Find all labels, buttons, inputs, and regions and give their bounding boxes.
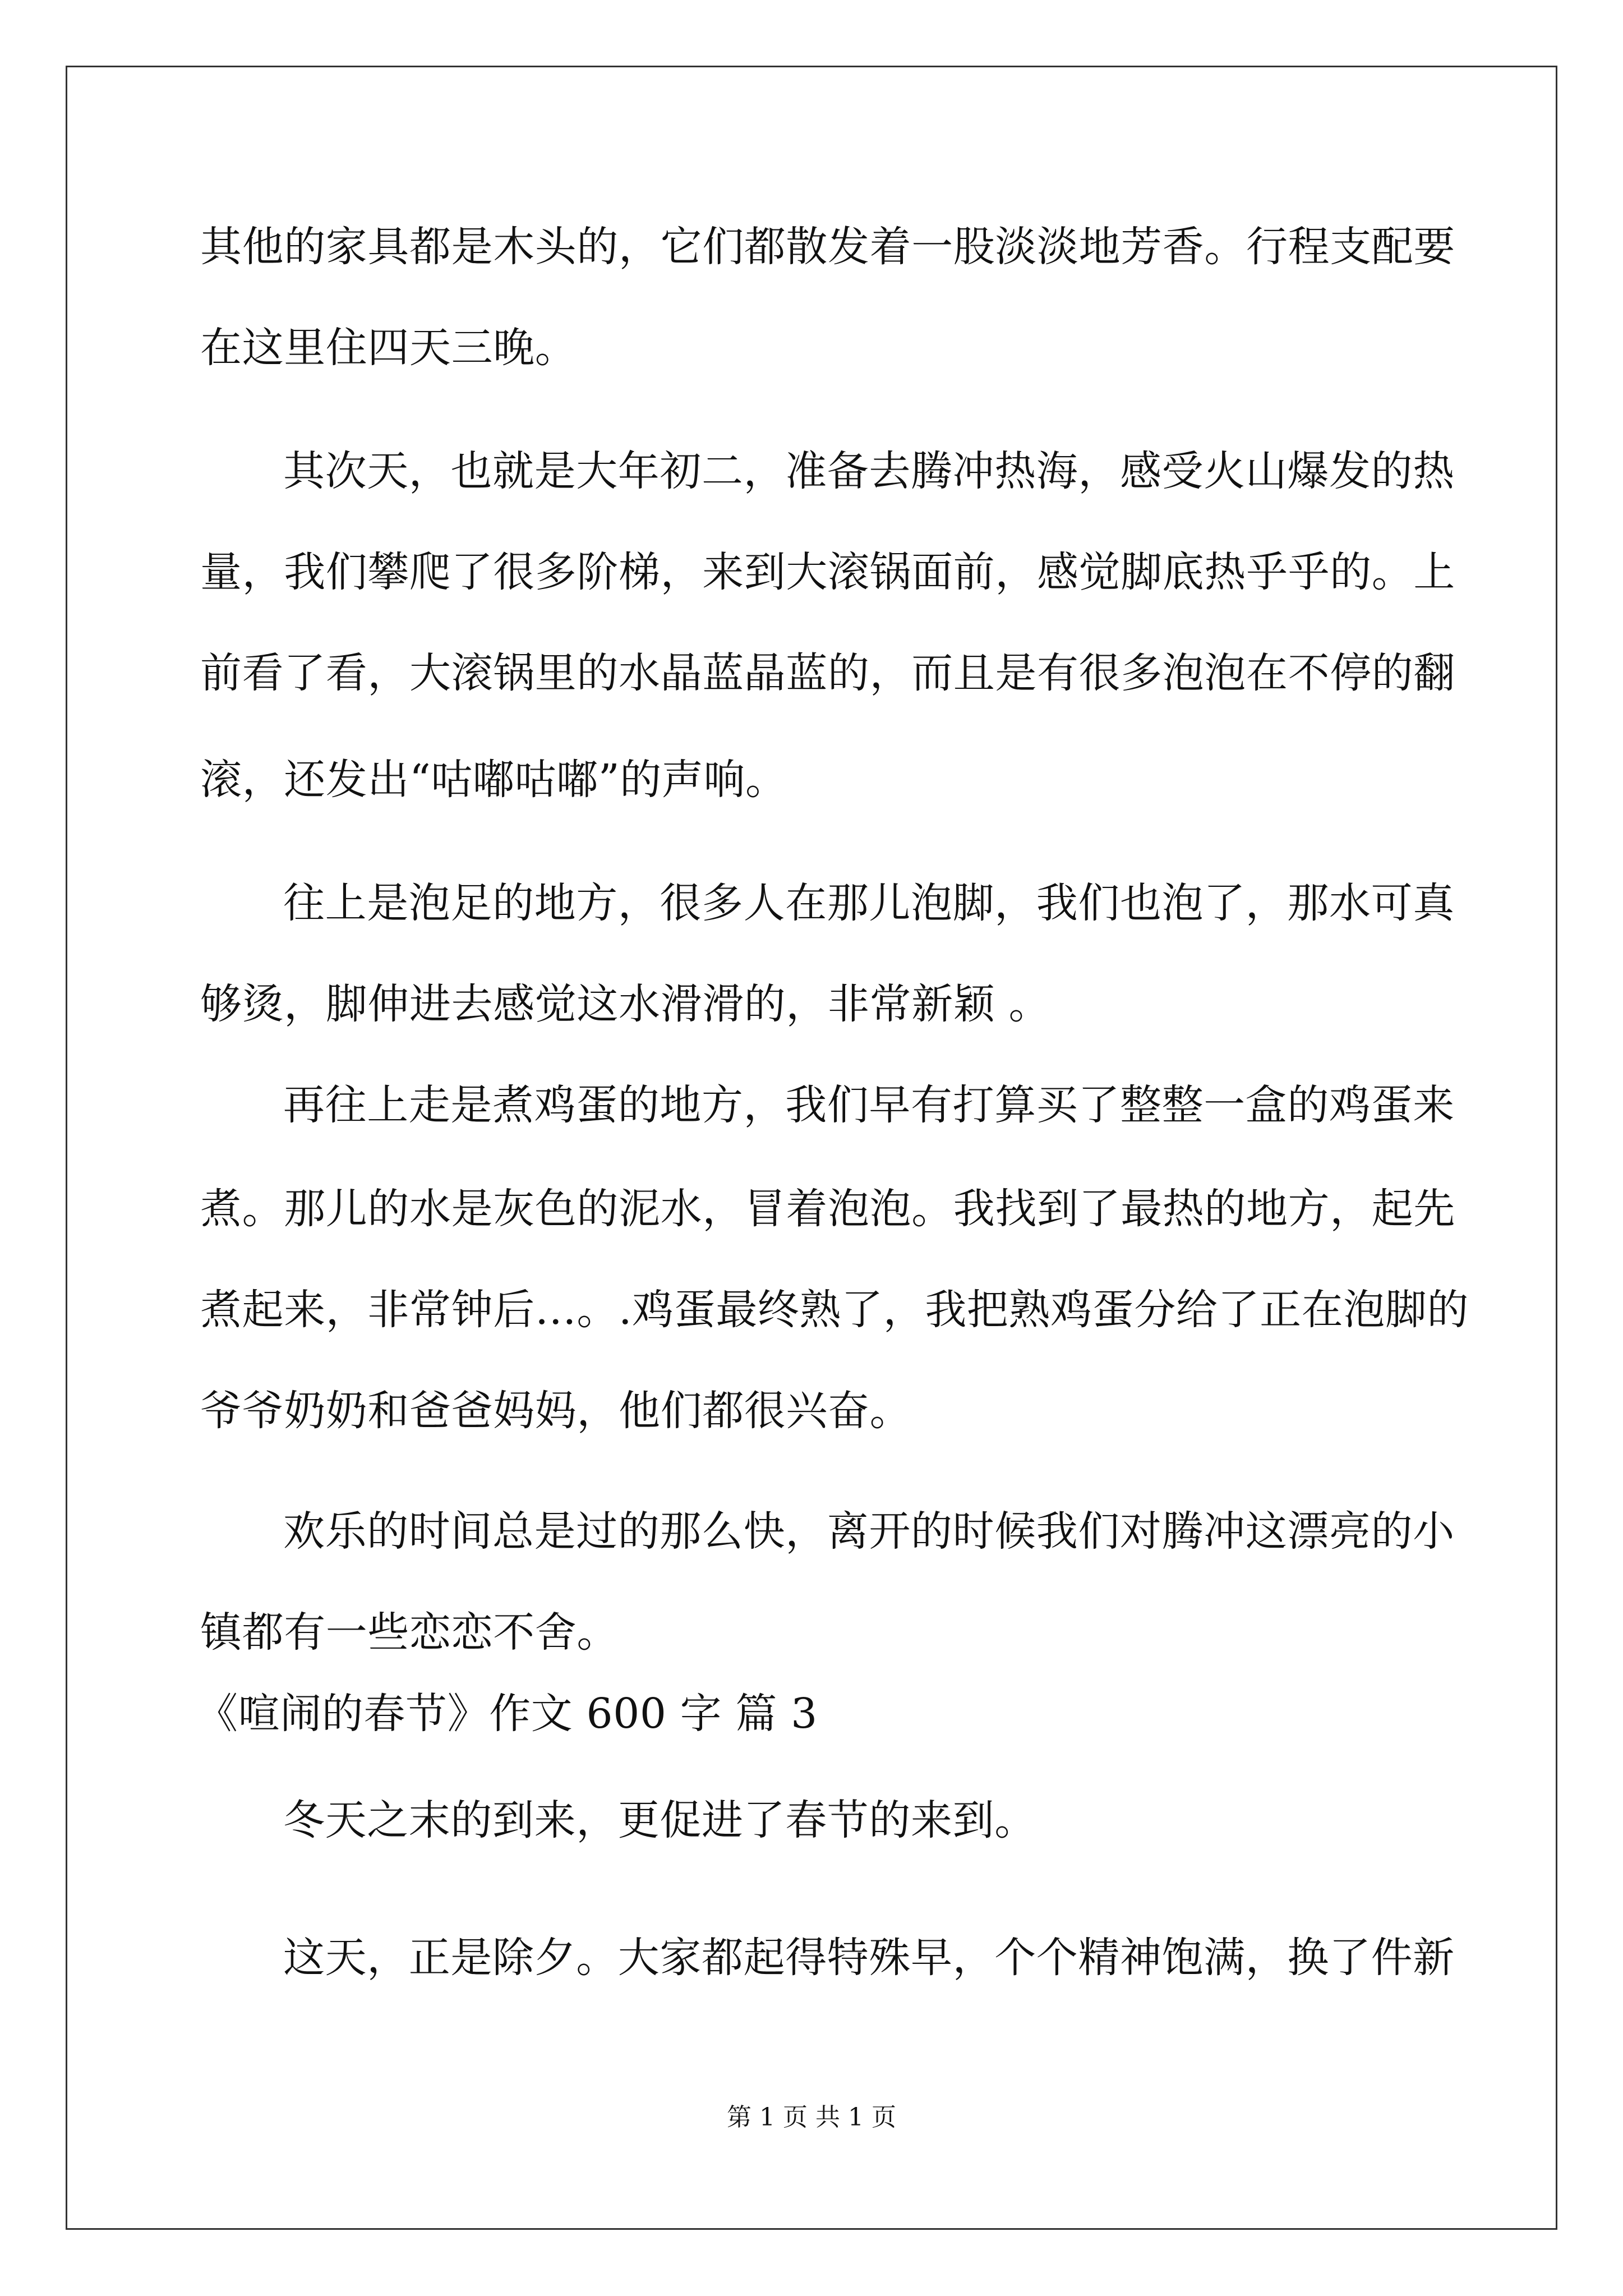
- text-line: 在这里住四天三晚。: [200, 324, 577, 372]
- text-line: 其他的家具都是木头的，它们都散发着一股淡淡地芳香。行程支配要: [200, 223, 1455, 271]
- text-line: 量，我们攀爬了很多阶梯，来到大滚锅面前，感觉脚底热乎乎的。上: [200, 548, 1455, 596]
- text-line: 前看了看，大滚锅里的水晶蓝晶蓝的，而且是有很多泡泡在不停的翻: [200, 649, 1455, 697]
- text-line: 够烫，脚伸进去感觉这水滑滑的，非常新颖 。: [200, 980, 1051, 1028]
- page-footer: 第 1 页 共 1 页: [727, 2103, 896, 2132]
- paragraph-start-line: 其次天，也就是大年初二，准备去腾冲热海，感受火山爆发的热: [283, 447, 1455, 495]
- paragraph-start-line: 欢乐的时间总是过的那么快，离开的时候我们对腾冲这漂亮的小: [283, 1507, 1455, 1556]
- text-line: 煮。那儿的水是灰色的泥水，冒着泡泡。我找到了最热的地方，起先: [200, 1185, 1455, 1233]
- text-line: 镇都有一些恋恋不舍。: [200, 1608, 619, 1657]
- text-line: 滚，还发出“咕嘟咕嘟”的声响。: [200, 756, 787, 804]
- paragraph-start-line: 这天，正是除夕。大家都起得特殊早，个个精神饱满，换了件新: [283, 1934, 1455, 1982]
- section-heading: 《喧闹的春节》作文 600 字 篇 3: [196, 1690, 818, 1738]
- paragraph-start-line: 往上是泡足的地方，很多人在那儿泡脚，我们也泡了，那水可真: [283, 879, 1455, 927]
- paragraph-start-line: 冬天之末的到来，更促进了春节的来到。: [283, 1796, 1036, 1844]
- text-line: 煮起来，非常钟后…。.鸡蛋最终熟了，我把熟鸡蛋分给了正在泡脚的: [200, 1286, 1469, 1334]
- paragraph-start-line: 再往上走是煮鸡蛋的地方，我们早有打算买了整整一盒的鸡蛋来: [283, 1081, 1455, 1129]
- text-line: 爷爷奶奶和爸爸妈妈，他们都很兴奋。: [200, 1387, 912, 1435]
- page-border: [66, 66, 1557, 2230]
